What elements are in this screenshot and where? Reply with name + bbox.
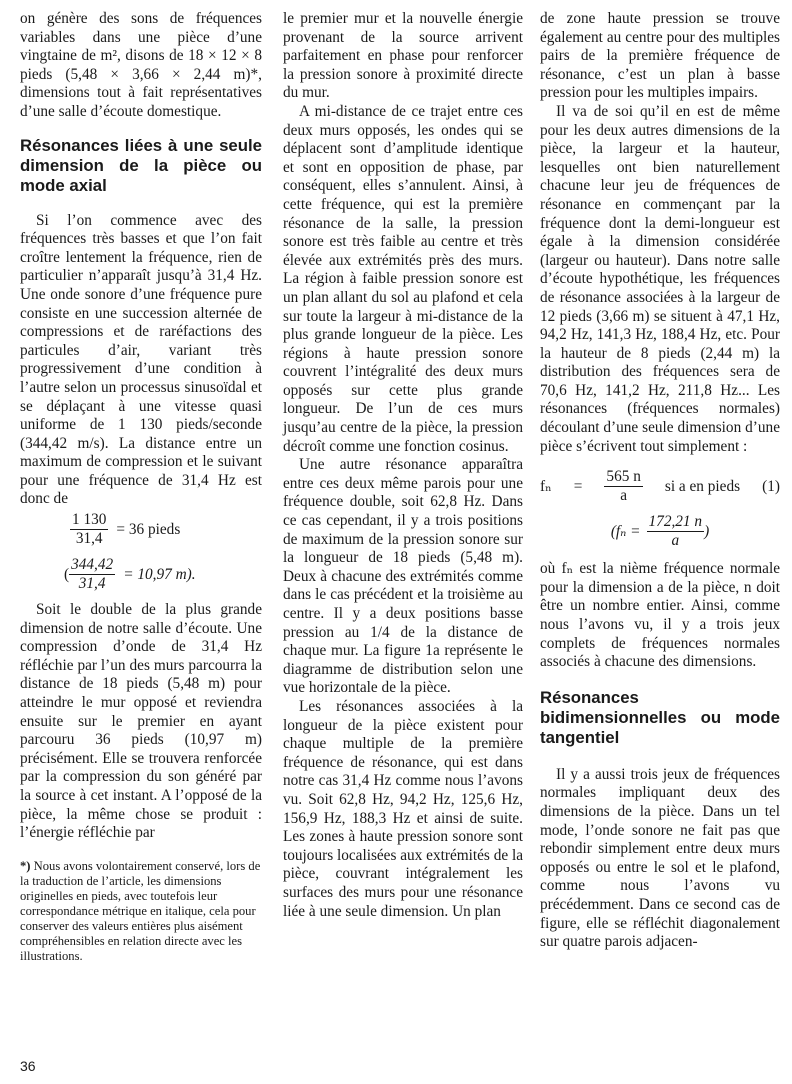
- page-number: 36: [20, 1058, 36, 1074]
- paragraph: le premier mur et la nouvelle énergie provenant de la source arrivent parfaitement en phase pour renforcer la pression sonore à proximité directe du mur.: [283, 10, 523, 102]
- equation-result: = 36 pieds: [116, 520, 181, 538]
- fraction-numerator: 565 n: [606, 468, 641, 486]
- paren-close: ): [704, 522, 710, 540]
- fraction-numerator: 1 130: [72, 511, 107, 529]
- equation-distance-feet: [20, 511, 262, 548]
- fraction: [647, 513, 705, 550]
- equation-number: (1): [762, 477, 780, 495]
- paragraph: Les résonances associées à la longueur de la pièce existent pour chaque multiple de la première fréquence de résonance, qui est dans notre cas 31,4 Hz comme nous l’avons vu. Soit 62,8 Hz, 94,2 Hz, 125,6 Hz, 156,9 Hz, 188,3 Hz et ainsi de suite. Les zones à haute pression sonore sont toujours localisées aux extrémités de la pièce, couvrant intégralement les surfaces des murs pour une résonance liée à une seule dimension. Un plan: [283, 697, 523, 920]
- intro-paragraph: on génère des sons de fréquences variables dans une pièce d’une vingtaine de m², disons de 18 × 12 × 8 pieds (5,48 × 3,66 × 2,44 m)*, dimensions tout à fait représentatives d’une salle d’écoute domestique.: [20, 10, 262, 120]
- paragraph: Une autre résonance apparaîtra entre ces deux même parois pour une fréquence double, soit 62,8 Hz. Dans ce cas cependant, il y a trois positions de maximum de la pression sonore sur la longueur de 18 pieds (5,48 m). Deux à chacune des extrémités comme dans le cas précédent et la troisième au centre. Il y a deux positions basse pression au 1/4 de la distance de chaque mur. La figure 1a représente le diagramme de distribution selon une vue horizontale de la pièce.: [283, 456, 523, 697]
- equation-lhs-metric: (fₙ =: [610, 523, 641, 541]
- footnote-text: Nous avons volontairement conservé, lors de la traduction de l’article, les dimensions originelles en pieds, avec toutefois leur correspondance métrique en italique, cela pour conserver des valeurs entières plus aisément compréhensibles en relation directe avec les illustrations.: [20, 858, 261, 963]
- paragraph: Si l’on commence avec des fréquences très basses et que l’on fait croître lentement la fréquence, rien de particulier n’apparaît jusqu’à 31,4 Hz. Une onde sonore d’une fréquence pure consiste en une succession alternée de compressions et de raréfactions des particules d’air, variant très progressivement d’une condition à l’autre selon un processus sinusoïdal et se déplaçant à une vitesse quasi uniforme de 1 130 pieds/seconde (344,42 m/s). La distance entre un maximum de compression et le suivant pour une fréquence de 31,4 Hz est donc de: [20, 211, 262, 508]
- fraction-denominator: 31,4: [75, 530, 103, 548]
- fraction-denominator: a: [620, 487, 628, 505]
- paragraph: Soit le double de la plus grande dimension de notre salle d’écoute. Une compression d’onde de 31,4 Hz réfléchie par l’un des murs parcourra la distance de 18 pieds (5,48 m) pour atteindre le mur opposé et reviendra ensuite sur le premier en ayant parcouru 36 pieds (10,97 m) précisément. Elle se trouvera renforcée par la compression du son généré par la source à cet instant. A l’opposé de la pièce, la même chose se produit : l’énergie réfléchie par: [20, 601, 262, 842]
- paragraph: Il va de soi qu’il en est de même pour les deux autres dimensions de la pièce, la largeur et la hauteur, lesquelles ont bien naturellement chacune leur jeu de fréquences de résonance en commençant par la fréquence dont la demi-longueur est égale à la dimension considérée (largeur ou hauteur). Dans notre salle d’écoute hypothétique, les fréquences de résonance associées à la largeur de 12 pieds (3,66 m) se situent à 47,1 Hz, 94,2 Hz, 141,3 Hz, 188,4 Hz, etc. Pour la hauteur de 8 pieds (2,44 m) la distribution des fréquences sera de 70,6 Hz, 141,2 Hz, 211,8 Hz... Les résonances (fréquences normales) découlant d’une seule dimension d’une pièce s’écrivent tout simplement :: [540, 102, 780, 455]
- paragraph: A mi-distance de ce trajet entre ces deux murs opposés, les ondes qui se déplacent sont d’amplitude identique et sont en opposition de phase, par conséquent, elles s’annulent. Ainsi, à cette fréquence, qui est la première résonance de la salle, la pression sonore est très faible au centre et très élevée aux extrémités près des murs. La région à faible pression sonore est un plan allant du sol au plafond et cela sur toute la largeur à mi-distance de la plus grande longueur de la pièce. Les régions à haute pression sonore couvrent l’intégralité des deux murs opposés sur cette plus grande longueur. De l’un de ces murs jusqu’au centre de la pièce, la pression décroît comme une fonction cosinus.: [283, 102, 523, 455]
- equation-equals: =: [573, 477, 583, 495]
- equation-normal-frequency: [540, 468, 780, 550]
- section-heading-tangential: Résonances bidimensionnelles ou mode tangentiel: [540, 687, 780, 747]
- equation-result: = 10,97 m).: [123, 565, 196, 583]
- fraction-numerator: 172,21 n: [648, 513, 703, 531]
- column-2: [283, 10, 523, 921]
- equation-condition: si a en pieds: [664, 477, 741, 495]
- column-3: [540, 10, 780, 952]
- paragraph: Il y a aussi trois jeux de fréquences normales impliquant deux des dimensions de la pièce. Dans un tel mode, l’onde sonore ne fait pas que rebondir simplement entre deux murs opposés ou entre le sol et le plafond, comme nous l’avons vu précédemment. Dans ce second cas de figure, elle se réfléchit diagonalement sur quatre parois adjacen-: [540, 765, 780, 951]
- equation-lhs: fₙ: [540, 478, 552, 496]
- fraction-denominator: 31,4: [78, 575, 106, 593]
- footnote-marker: *): [20, 858, 31, 873]
- footnote: [20, 859, 262, 964]
- equation-distance-metres: [20, 556, 262, 593]
- paren-open: (: [64, 565, 70, 583]
- column-1: [20, 10, 262, 964]
- paragraph: où fₙ est la nième fréquence normale pour la dimension a de la pièce, n doit être un nombre entier. Ainsi, comme nous l’avons vu, il y a trois jeux complets de fréquences normales associés à chacune des dimensions.: [540, 560, 780, 671]
- fraction-numerator: 344,42: [71, 556, 114, 574]
- fraction-denominator: a: [671, 532, 680, 550]
- section-heading-axial: Résonances liées à une seule dimension de la pièce ou mode axial: [20, 135, 262, 195]
- fraction: [69, 556, 115, 593]
- paragraph: de zone haute pression se trouve également au centre pour des multiples pairs de la première fréquence de résonance, c’est un plan à basse pression pour les multiples impairs.: [540, 10, 780, 102]
- fraction: [604, 468, 642, 505]
- fraction: [70, 511, 108, 548]
